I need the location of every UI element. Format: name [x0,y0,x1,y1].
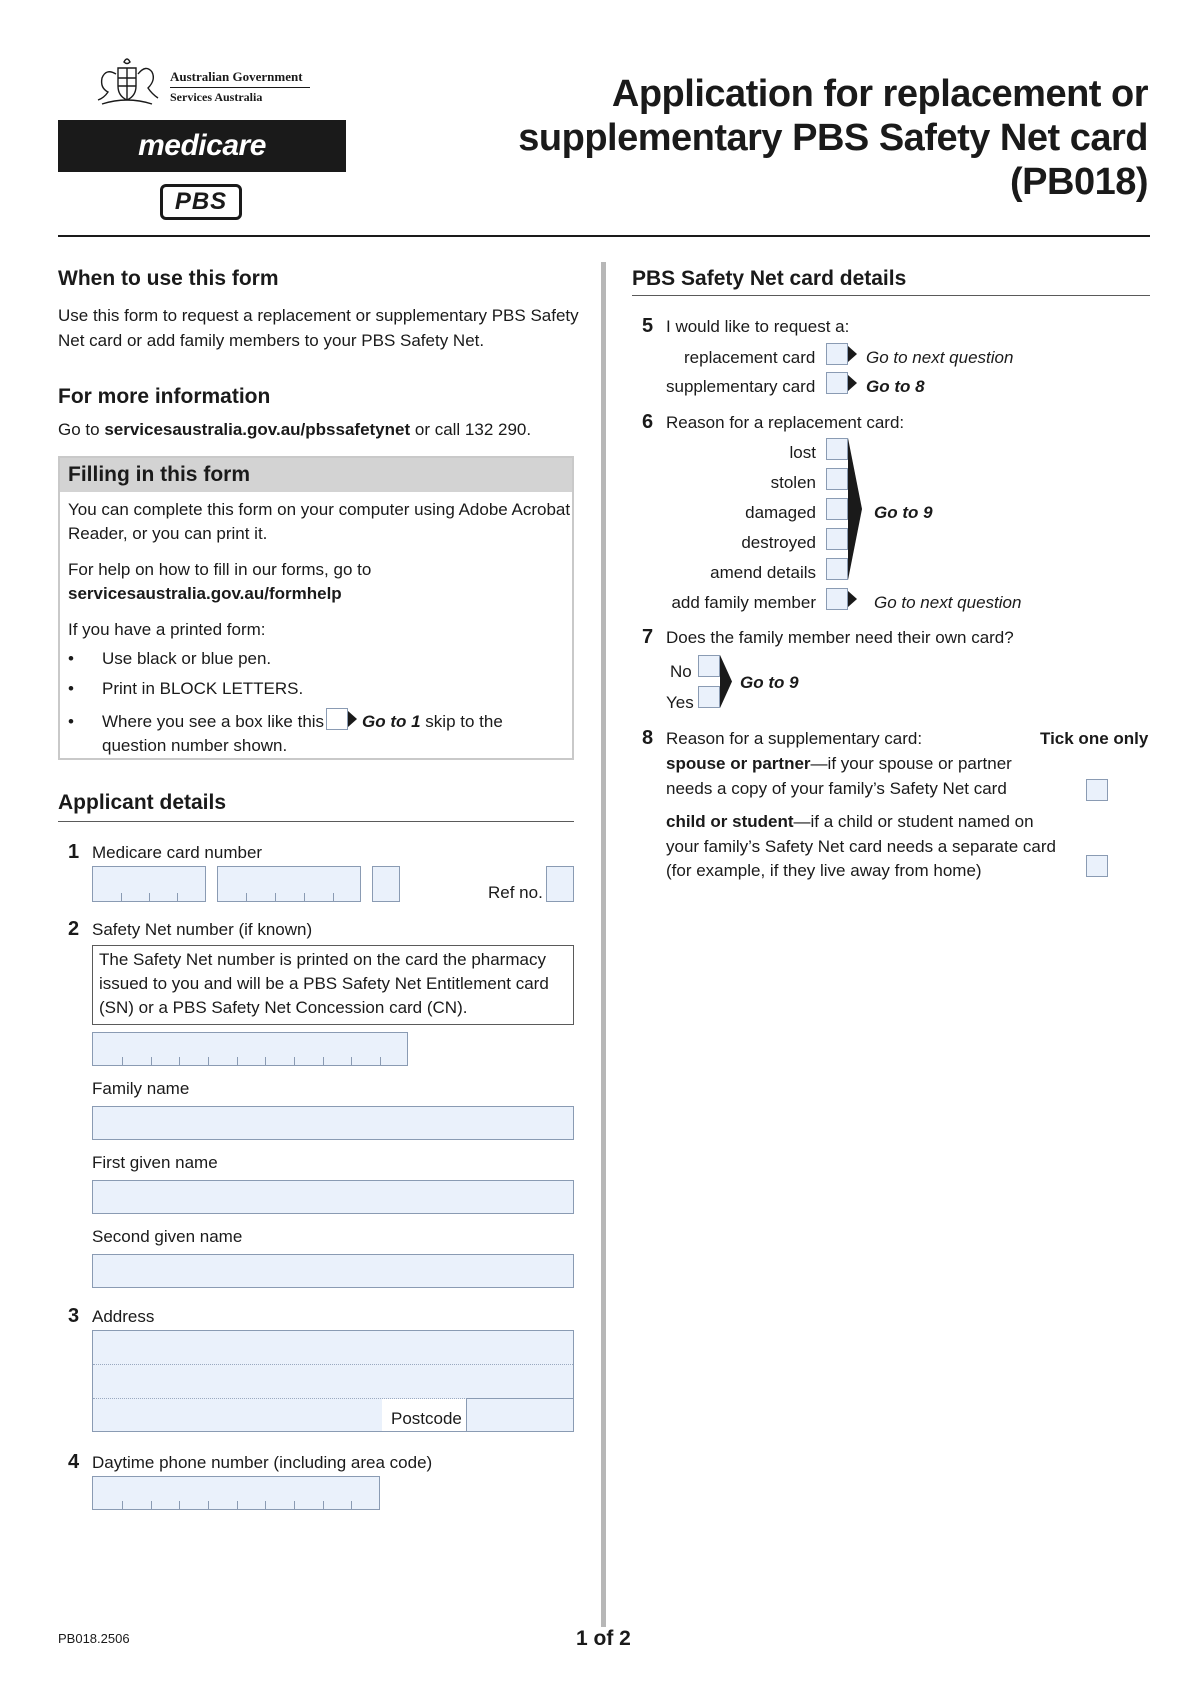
q5-replacement-label: replacement card [684,348,816,367]
goto-arrow-icon [848,346,857,362]
filling-p3: If you have a printed form: [68,620,266,639]
q4-label: Daytime phone number (including area code) [92,1453,433,1472]
second-given-name-field[interactable] [92,1254,574,1288]
q5-supplementary-checkbox[interactable] [826,372,848,394]
q1-label: Medicare card number [92,843,263,862]
medicare-number-part-1[interactable] [92,866,206,902]
q8-label: Reason for a supplementary card: [666,729,923,748]
q7-goto: Go to 9 [740,673,799,692]
more-info-text [58,418,531,442]
applicant-details-rule [58,821,574,822]
card-details-rule [632,295,1150,296]
more-info-prefix: Go to [58,420,105,439]
australian-government-logo [92,54,332,114]
tick-one-only-note: Tick one only [1040,729,1149,748]
page-title [388,72,1148,204]
q8-child-checkbox[interactable] [1086,855,1108,877]
second-given-name-label: Second given name [92,1227,243,1246]
bullet-3-goto-text: Go to 1 [362,712,421,731]
goto-arrow-icon [848,591,857,607]
filling-p1-line-1: You can complete this form on your computer using Adobe Acrobat [68,500,571,519]
q2-note-line-3: (SN) or a PBS Safety Net Concession card (CN). [99,998,468,1017]
family-name-field[interactable] [92,1106,574,1140]
q6-lost-checkbox[interactable] [826,438,848,460]
pbs-logo: PBS [160,184,242,220]
when-to-use-line-2: Net card or add family members to your PBS Safety Net. [58,331,485,350]
card-details-heading: PBS Safety Net card details [632,267,907,290]
q6-option-destroyed: destroyed [741,533,816,552]
ref-no-field[interactable] [546,866,574,902]
q8-spouse-bold: spouse or partner [666,754,811,773]
filling-p1-line-2: Reader, or you can print it. [68,524,268,543]
filling-in-form-heading: Filling in this form [68,463,250,486]
when-to-use-line-1: Use this form to request a replacement or supplementary PBS Safety [58,306,579,325]
q3-number: 3 [68,1305,80,1327]
q3-label: Address [92,1307,155,1326]
q6-option-stolen: stolen [770,473,816,492]
q6-label: Reason for a replacement card: [666,413,905,432]
q5-number: 5 [642,315,654,337]
family-name-label: Family name [92,1079,190,1098]
ref-no-label: Ref no. [488,883,543,902]
q8-child-bold: child or student [666,812,794,831]
q5-label: I would like to request a: [666,317,850,336]
q5-supplementary-goto: Go to 8 [866,377,925,396]
form-help-link[interactable]: servicesaustralia.gov.au/formhelp [68,584,342,603]
government-name: Australian Government [170,68,310,88]
first-given-name-field[interactable] [92,1180,574,1214]
postcode-label: Postcode [391,1409,462,1428]
bullet-3-pre: Where you see a box like this [102,712,325,731]
bullet-icon: • [68,649,74,668]
q6-option-lost: lost [789,443,816,462]
coat-of-arms-icon [92,54,162,110]
bracket-arrow-icon [848,438,862,580]
q4-number: 4 [68,1451,80,1473]
medicare-logo: medicare [58,120,346,172]
q7-label: Does the family member need their own card? [666,628,1014,647]
q1-number: 1 [68,841,80,863]
when-to-use-heading: When to use this form [58,267,279,290]
q8-child-line-1 [666,811,1034,833]
medicare-number-part-3[interactable] [372,866,400,902]
pbs-safety-net-link[interactable]: servicesaustralia.gov.au/pbssafetynet [104,420,411,439]
q8-number: 8 [642,727,654,749]
agency-name: Services Australia [170,90,263,104]
q8-spouse-checkbox[interactable] [1086,779,1108,801]
q5-replacement-goto: Go to next question [866,348,1014,367]
q6-add-family-member-checkbox[interactable] [826,588,848,610]
q8-spouse-line-1 [666,753,1012,775]
bullet-3-line-2: question number shown. [102,736,288,755]
q6-stolen-checkbox[interactable] [826,468,848,490]
safety-net-number-field[interactable] [92,1032,408,1066]
more-info-heading: For more information [58,385,271,408]
title-line-2: supplementary PBS Safety Net card (PB018) [518,117,1148,203]
bullet-3-text [102,710,324,734]
q7-yes-checkbox[interactable] [698,686,720,708]
more-info-suffix: or call 132 290. [410,420,532,439]
q5-replacement-checkbox[interactable] [826,343,848,365]
goto-arrow-icon [848,375,857,391]
q8-child-rest: —if a child or student named on [793,812,1034,831]
q2-note-line-1: The Safety Net number is printed on the card the pharmacy [99,950,546,969]
q7-no-label: No [670,662,692,681]
bullet-2-text: Print in BLOCK LETTERS. [102,679,304,698]
bullet-1-text: Use black or blue pen. [102,649,272,668]
q5-supplementary-label: supplementary card [666,377,816,396]
bullet-icon: • [68,679,74,698]
q6-add-family-goto: Go to next question [874,593,1022,612]
q2-note-line-2: issued to you and will be a PBS Safety Net Entitlement card [99,974,549,993]
q8-child-line-3: (for example, if they live away from home) [666,861,982,880]
q7-number: 7 [642,626,654,648]
medicare-number-part-2[interactable] [217,866,361,902]
q2-number: 2 [68,918,80,940]
q8-spouse-line-2: needs a copy of your family’s Safety Net card [666,779,1007,798]
q2-label: Safety Net number (if known) [92,920,313,939]
q7-no-checkbox[interactable] [698,655,720,677]
q6-goto: Go to 9 [874,503,933,522]
example-checkbox [326,708,348,730]
q6-option-damaged: damaged [745,503,816,522]
goto-arrow-icon [348,711,357,727]
first-given-name-label: First given name [92,1153,218,1172]
title-line-1: Application for replacement or [611,73,1148,115]
q6-option-add-family-member: add family member [671,593,816,612]
bullet-icon: • [68,712,74,731]
filling-p2-line-1: For help on how to fill in our forms, go to [68,560,372,579]
form-code: PB018.2506 [58,1631,130,1646]
bullet-3-goto [362,711,503,733]
page-number: 1 of 2 [576,1627,631,1650]
q8-spouse-rest: —if your spouse or partner [810,754,1012,773]
q6-number: 6 [642,411,654,433]
postcode-field[interactable] [466,1398,574,1432]
q6-destroyed-checkbox[interactable] [826,528,848,550]
q7-yes-label: Yes [666,693,694,712]
applicant-details-heading: Applicant details [58,791,227,814]
q6-damaged-checkbox[interactable] [826,498,848,520]
daytime-phone-field[interactable] [92,1476,380,1510]
bracket-arrow-icon [720,655,732,708]
q2-note-box [92,945,574,1025]
filling-in-form-box [58,456,574,760]
column-divider [601,262,606,1627]
q6-option-amend-details: amend details [710,563,816,582]
q6-amend-details-checkbox[interactable] [826,558,848,580]
bullet-3-post: skip to the [420,712,503,731]
header-divider [58,235,1150,237]
q8-child-line-2: your family’s Safety Net card needs a separate card [666,837,1056,856]
